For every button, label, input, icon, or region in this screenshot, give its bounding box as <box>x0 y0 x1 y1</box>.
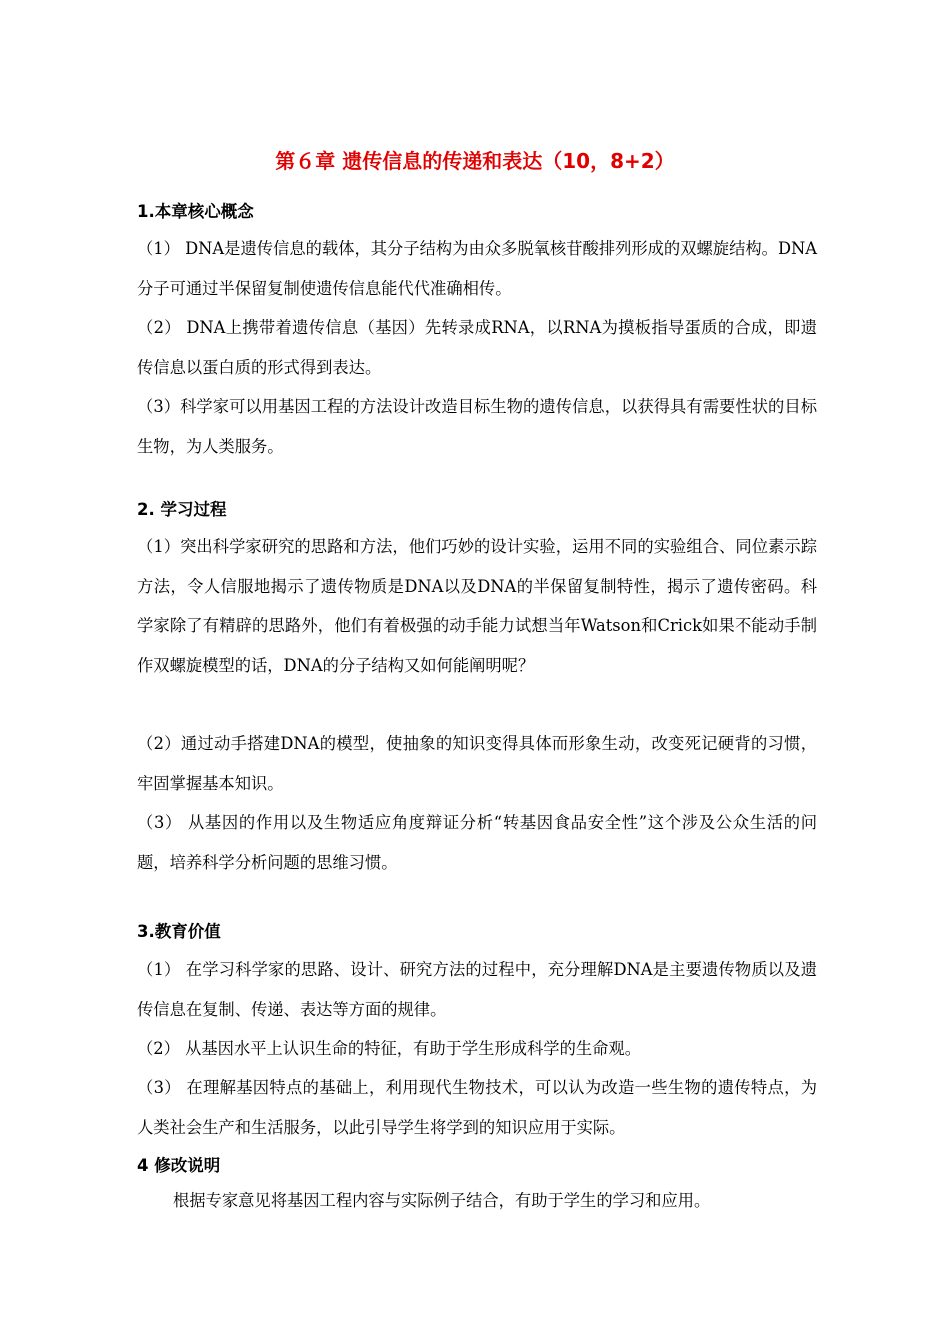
section-heading-core-concepts: 1.本章核心概念 <box>137 202 254 221</box>
paragraph-educational-value-3: （3） 在理解基因特点的基础上，利用现代生物技术，可以认为改造一些生物的遗传特点，为人类社会生产和生活服务，以此引导学生将学到的知识应用于实际。 <box>137 1078 817 1137</box>
paragraph-core-concept-2: （2） DNA上携带着遗传信息（基因）先转录成RNA，以RNA为摸板指导蛋质的合成，即遗传信息以蛋白质的形式得到表达。 <box>137 318 817 377</box>
paragraph-learning-process-3: （3） 从基因的作用以及生物适应角度辩证分析“转基因食品安全性”这个涉及公众生活的问题，培养科学分析问题的思维习惯。 <box>137 813 817 872</box>
section-heading-revision-notes: 4 修改说明 <box>137 1156 221 1175</box>
chapter-title: 第６章 遗传信息的传递和表达（10，8+2） <box>275 149 675 173</box>
paragraph-core-concept-3: （3）科学家可以用基因工程的方法设计改造目标生物的遗传信息，以获得具有需要性状的目标生物，为人类服务。 <box>137 397 817 456</box>
paragraph-core-concept-1: （1） DNA是遗传信息的载体，其分子结构为由众多脱氧核苷酸排列形成的双螺旋结构。DNA分子可通过半保留复制使遗传信息能代代准确相传。 <box>137 239 817 298</box>
paragraph-educational-value-2: （2） 从基因水平上认识生命的特征，有助于学生形成科学的生命观。 <box>137 1039 641 1058</box>
paragraph-revision-notes: 根据专家意见将基因工程内容与实际例子结合，有助于学生的学习和应用。 <box>173 1191 711 1210</box>
section-heading-learning-process: 2. 学习过程 <box>137 500 227 519</box>
section-heading-educational-value: 3.教育价值 <box>137 922 221 941</box>
paragraph-learning-process-2: （2）通过动手搭建DNA的模型，使抽象的知识变得具体而形象生动，改变死记硬背的习惯，牢固掌握基本知识。 <box>137 734 817 793</box>
paragraph-educational-value-1: （1） 在学习科学家的思路、设计、研究方法的过程中，充分理解DNA是主要遗传物质以及遗传信息在复制、传递、表达等方面的规律。 <box>137 960 817 1019</box>
paragraph-learning-process-1: （1）突出科学家研究的思路和方法，他们巧妙的设计实验，运用不同的实验组合、同位素示踪方法，令人信服地揭示了遗传物质是DNA以及DNA的半保留复制特性，揭示了遗传密码。科学家除了有精辟的思路外，他们有着极强的动手能力试想当年Watson和Crick如果不能动手制作双螺旋模型的话，DNA的分子结构又如何能阐明呢？ <box>137 537 817 675</box>
